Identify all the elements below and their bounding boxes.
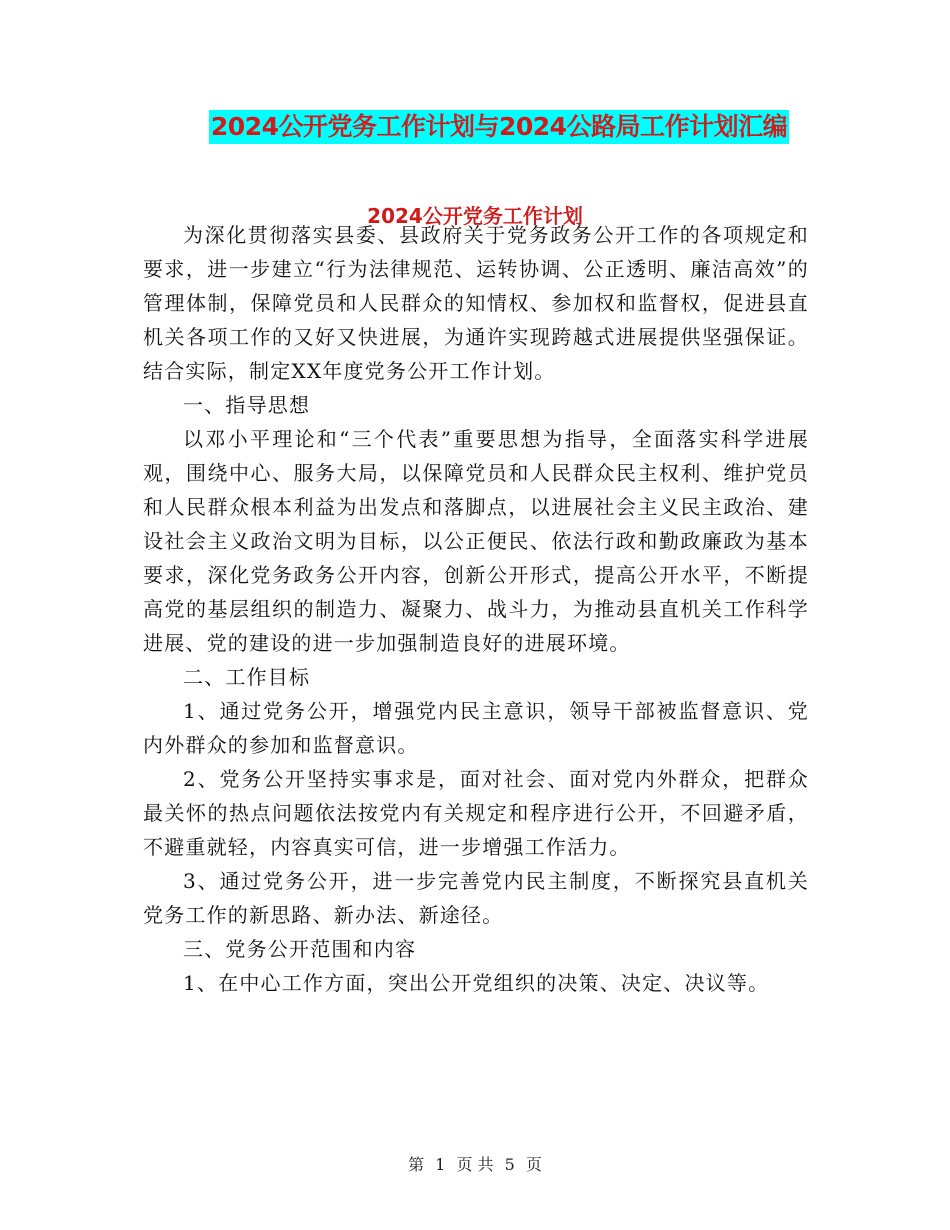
paragraph-goal-1: 1、通过党务公开，增强党内民主意识，领导干部被监督意识、党内外群众的参加和监督意识。 — [143, 699, 809, 757]
heading-work-goals: 二、工作目标 — [183, 665, 311, 689]
section-title: 2024公开党务工作计划 — [367, 204, 583, 228]
document-body — [143, 218, 809, 1000]
footer-suffix: 页 — [525, 1155, 542, 1174]
heading-scope-content: 三、党务公开范围和内容 — [183, 937, 417, 961]
footer-page-number: 1 — [435, 1155, 446, 1174]
footer-total-pages: 5 — [504, 1155, 515, 1174]
paragraph-guiding-thought: 以邓小平理论和“三个代表”重要思想为指导，全面落实科学进展观，围绕中心、服务大局，以保障党员和人民群众民主权利、维护党员和人民群众根本利益为出发点和落脚点，以进展社会主义民主政治、建设社会主义政治文明为目标，以公正便民、依法行政和勤政廉政为基本要求，深化党务政务公开内容，创新公开形式，提高公开水平，不断提高党的基层组织的制造力、凝聚力、战斗力，为推动县直机关工作科学进展、党的建设的进一步加强制造良好的进展环境。 — [143, 427, 809, 655]
document-title-text: 2024公开党务工作计划与2024公路局工作计划汇编 — [209, 110, 789, 144]
page-footer — [0, 1153, 950, 1177]
heading-guiding-thought: 一、指导思想 — [183, 393, 311, 417]
paragraph-goal-3: 3、通过党务公开，进一步完善党内民主制度，不断探究县直机关党务工作的新思路、新办法、新途径。 — [143, 869, 809, 927]
paragraph-intro: 为深化贯彻落实县委、县政府关于党务政务公开工作的各项规定和要求，进一步建立“行为法律规范、运转协调、公正透明、廉洁高效”的管理体制，保障党员和人民群众的知情权、参加权和监督权，促进县直机关各项工作的又好又快进展，为通许实现跨越式进展提供坚强保证。结合实际，制定XX年度党务公开工作计划。 — [143, 223, 809, 383]
document-title — [0, 110, 950, 144]
paragraph-scope-1: 1、在中心工作方面，突出公开党组织的决策、决定、决议等。 — [183, 971, 770, 995]
paragraph-goal-2: 2、党务公开坚持实事求是，面对社会、面对党内外群众，把群众最关怀的热点问题依法按党内有关规定和程序进行公开，不回避矛盾，不避重就轻，内容真实可信，进一步增强工作活力。 — [143, 767, 809, 859]
footer-prefix: 第 — [408, 1155, 425, 1174]
footer-middle: 页 共 — [456, 1155, 494, 1174]
